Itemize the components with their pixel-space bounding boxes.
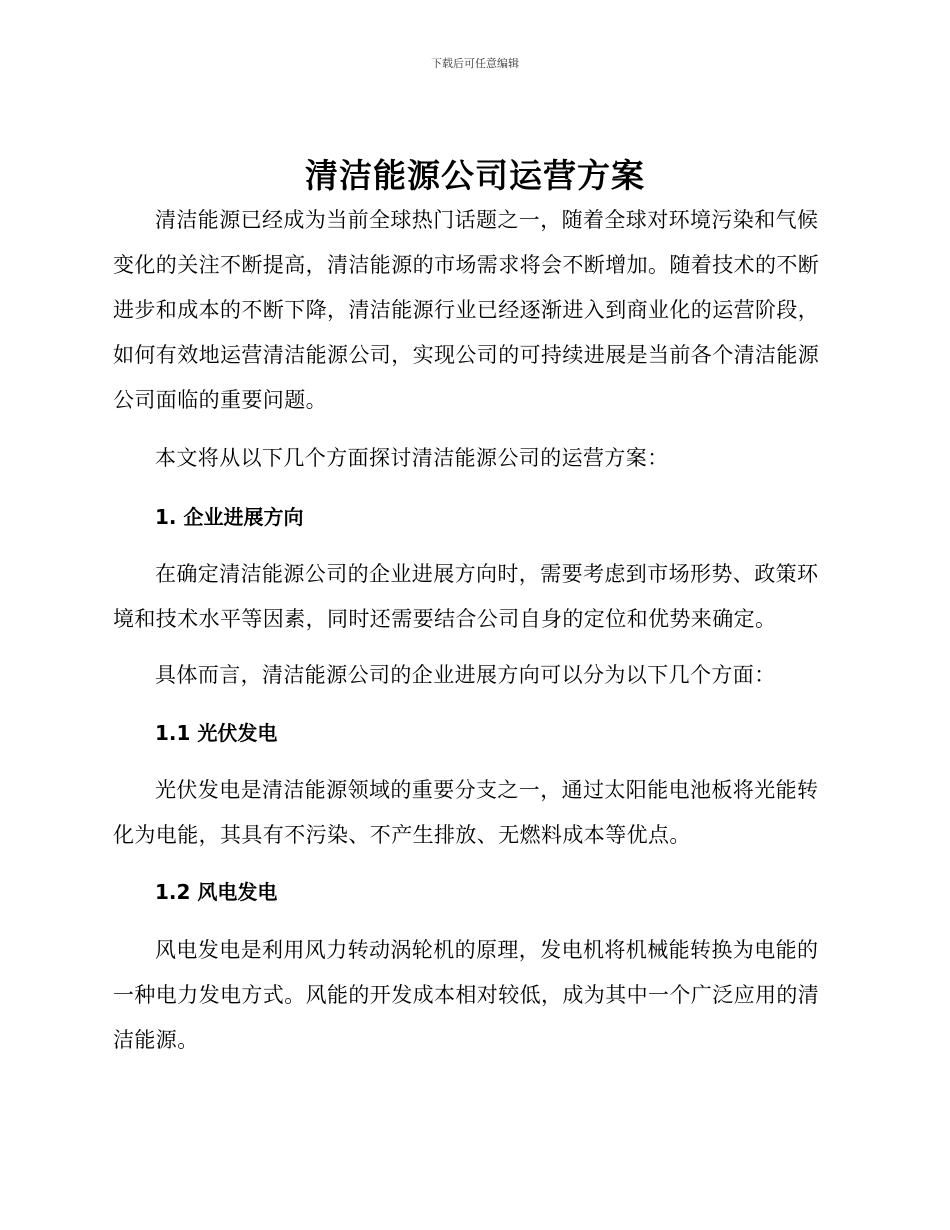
section-1-paragraph-1: 在确定清洁能源公司的企业进展方向时，需要考虑到市场形势、政策环境和技术水平等因素，同时还需要结合公司自身的定位和优势来确定。 [113,562,819,631]
section-1-2-heading: 1.2 风电发电 [155,880,278,904]
header-note: 下载后可任意编辑 [431,57,519,70]
section-1-heading: 1. 企业进展方向 [155,505,304,529]
section-1-1-heading: 1.1 光伏发电 [155,721,278,745]
section-1-paragraph-2: 具体而言，清洁能源公司的企业进展方向可以分为以下几个方面： [155,663,776,687]
section-1-1-paragraph: 光伏发电是清洁能源领域的重要分支之一，通过太阳能电池板将光能转化为电能，其具有不污染、不产生排放、无燃料成本等优点。 [113,778,819,847]
intro-paragraph: 清洁能源已经成为当前全球热门话题之一，随着全球对环境污染和气候变化的关注不断提高，清洁能源的市场需求将会不断增加。随着技术的不断进步和成本的不断下降，清洁能源行业已经逐渐进入到商业化的运营阶段，如何有效地运营清洁能源公司，实现公司的可持续进展是当前各个清洁能源公司面临的重要问题。 [113,208,820,412]
overview-paragraph: 本文将从以下几个方面探讨清洁能源公司的运营方案： [155,446,669,470]
document-title: 清洁能源公司运营方案 [305,156,645,195]
section-1-2-paragraph: 风电发电是利用风力转动涡轮机的原理，发电机将机械能转换为电能的一种电力发电方式。风能的开发成本相对较低，成为其中一个广泛应用的清洁能源。 [113,938,820,1052]
